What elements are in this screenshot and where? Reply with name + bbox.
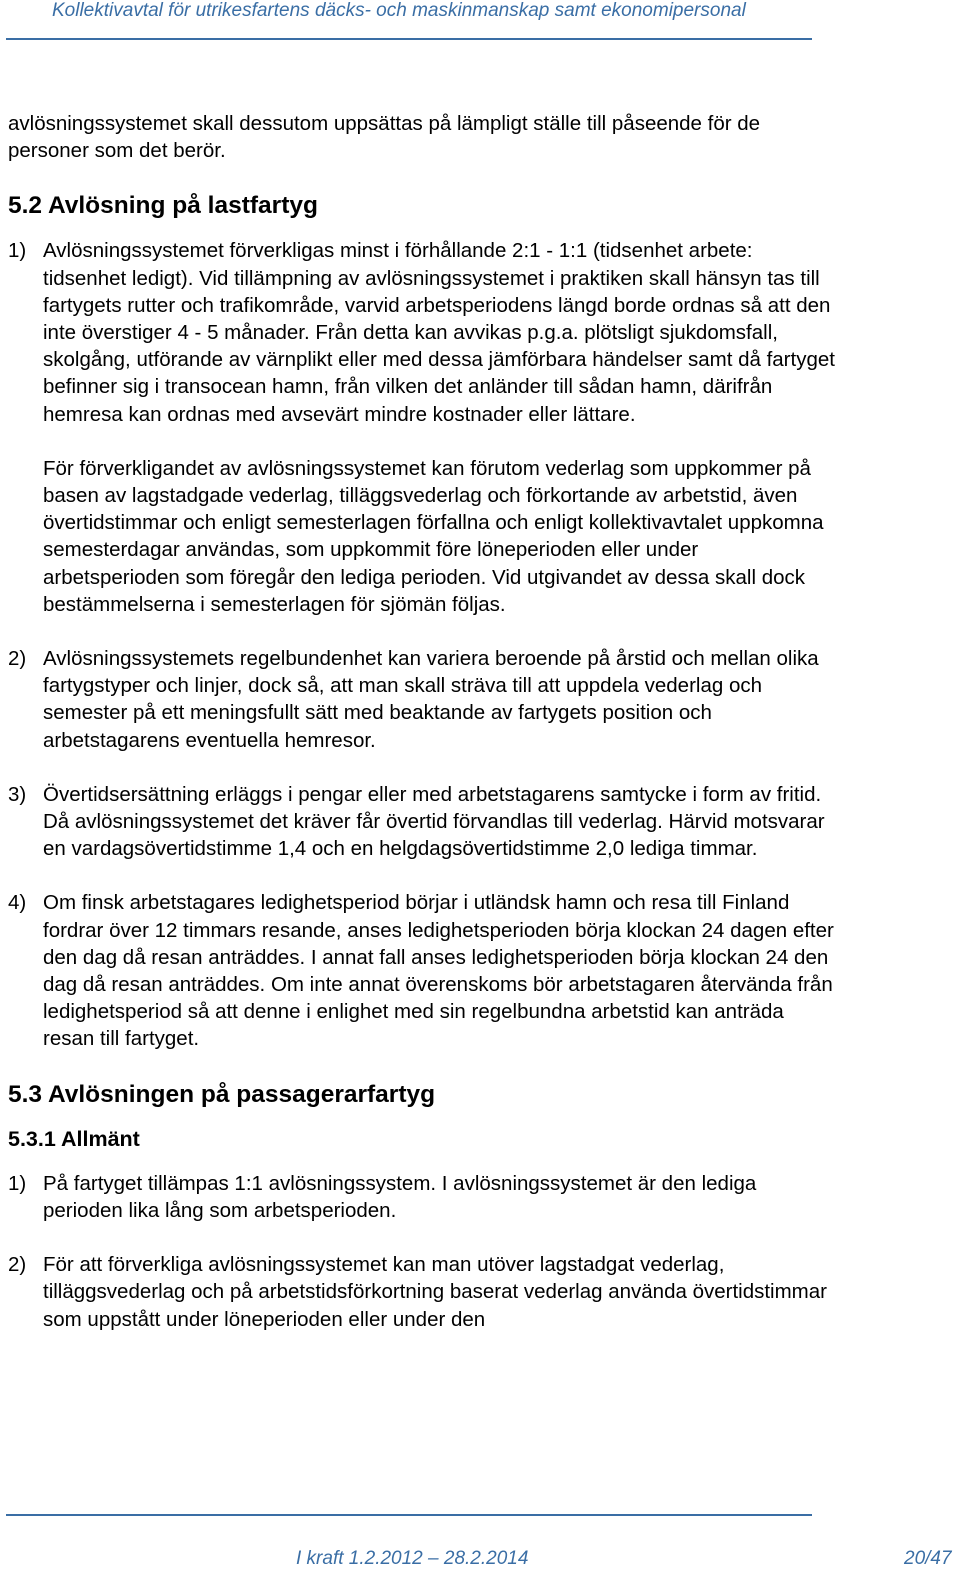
list-item	[8, 1170, 838, 1224]
document-header: Kollektivavtal för utrikesfartens däcks- och maskinmanskap samt ekonomipersonal	[52, 0, 746, 21]
list-item	[8, 237, 838, 618]
list-item-text: Avlösningssystemet förverkligas minst i förhållande 2:1 - 1:1 (tidsenhet arbete: tidsenhet ledigt). Vid tillämpning av avlösningssystemet i praktiken skall hänsyn tas till fartygets rutter och trafikområde, varvid arbetsperiodens längd borde ordnas så att den inte överstiger 4 - 5 månader. Från detta kan avvikas p.g.a. plötsligt sjukdomsfall, skolgång, utförande av värnplikt eller med dessa jämförbara händelser samt då fartyget befinner sig i transocean hamn, från vilken det anländer till sådan hamn, därifrån hemresa kan ordnas med avsevärt mindre kostnader eller lättare.	[43, 239, 835, 426]
list-number: 2)	[8, 647, 27, 671]
list-item-text: Avlösningssystemets regelbundenhet kan variera beroende på årstid och mellan olika fartygstyper och linjer, dock så, att man skall sträva till att uppdela vederlag och semester på ett meningsfullt sätt med beaktande av fartygets position och arbetstagarens eventuella hemresor.	[43, 647, 819, 752]
footer-validity: I kraft 1.2.2012 – 28.2.2014	[296, 1548, 529, 1569]
list-item-text: På fartyget tillämpas 1:1 avlösningssystem. I avlösningssystemet är den lediga perioden lika lång som arbetsperioden.	[43, 1171, 757, 1222]
page-number: 20/47	[904, 1548, 952, 1569]
list-item-text: För förverkligandet av avlösningssystemet kan förutom vederlag som uppkommer på basen av lagstadgade vederlag, tilläggsvederlag och förkortande av arbetstid, även övertidstimmar och enligt semesterlagen förfallna och enligt kollektivavtalet uppkomna semesterdagar användas, som uppkommit före löneperioden eller under arbetsperioden som föregår den lediga perioden. Vid utgivandet av dessa skall dock bestämmelserna i semesterlagen för sjömän följas.	[43, 456, 824, 616]
list-number: 4)	[8, 891, 27, 915]
subsection-heading-5-3-1: 5.3.1 Allmänt	[8, 1126, 140, 1151]
list-item	[8, 781, 838, 863]
list-item-text: Övertidsersättning erläggs i pengar eller med arbetstagarens samtycke i form av fritid. Då avlösningssystemet det kräver får övertid förvandlas till vederlag. Härvid motsvarar en vardagsövertidstimme 1,4 och en helgdagsövertidstimme 2,0 lediga timmar.	[43, 782, 825, 861]
list-number: 1)	[8, 1171, 27, 1195]
list-number: 1)	[8, 239, 27, 263]
list-item-text: Om finsk arbetstagares ledighetsperiod börjar i utländsk hamn och resa till Finland fordrar över 12 timmars resande, anses ledighetsperioden börja klockan 24 dagen efter den dag då resan anträddes. I annat fall anses ledighetsperioden börja klockan 24 den dag då resan anträddes. Om inte annat överenskoms bör arbetstagaren återvända från ledighetsperiod så att denne i enlighet med sin regelbundna arbetstid kan anträda resan till fartyget.	[43, 891, 834, 1051]
footer-rule	[6, 1514, 812, 1516]
document-body	[8, 110, 838, 1360]
header-rule	[6, 38, 812, 40]
section-heading-5-2: 5.2 Avlösning på lastfartyg	[8, 192, 318, 220]
list-number: 3)	[8, 782, 27, 806]
section-heading-5-3: 5.3 Avlösningen på passagerarfartyg	[8, 1080, 436, 1108]
list-item-text: För att förverkliga avlösningssystemet kan man utöver lagstadgat vederlag, tilläggsvederlag och på arbetstidsförkortning baserat vederlag använda övertidstimmar som uppstått under löneperioden eller under den	[43, 1253, 827, 1331]
list-item	[8, 645, 838, 754]
list-item	[8, 889, 838, 1052]
list-number: 2)	[8, 1253, 27, 1277]
list-item	[8, 1251, 838, 1333]
intro-paragraph: avlösningssystemet skall dessutom uppsättas på lämpligt ställe till påseende för de personer som det berör.	[8, 112, 761, 163]
